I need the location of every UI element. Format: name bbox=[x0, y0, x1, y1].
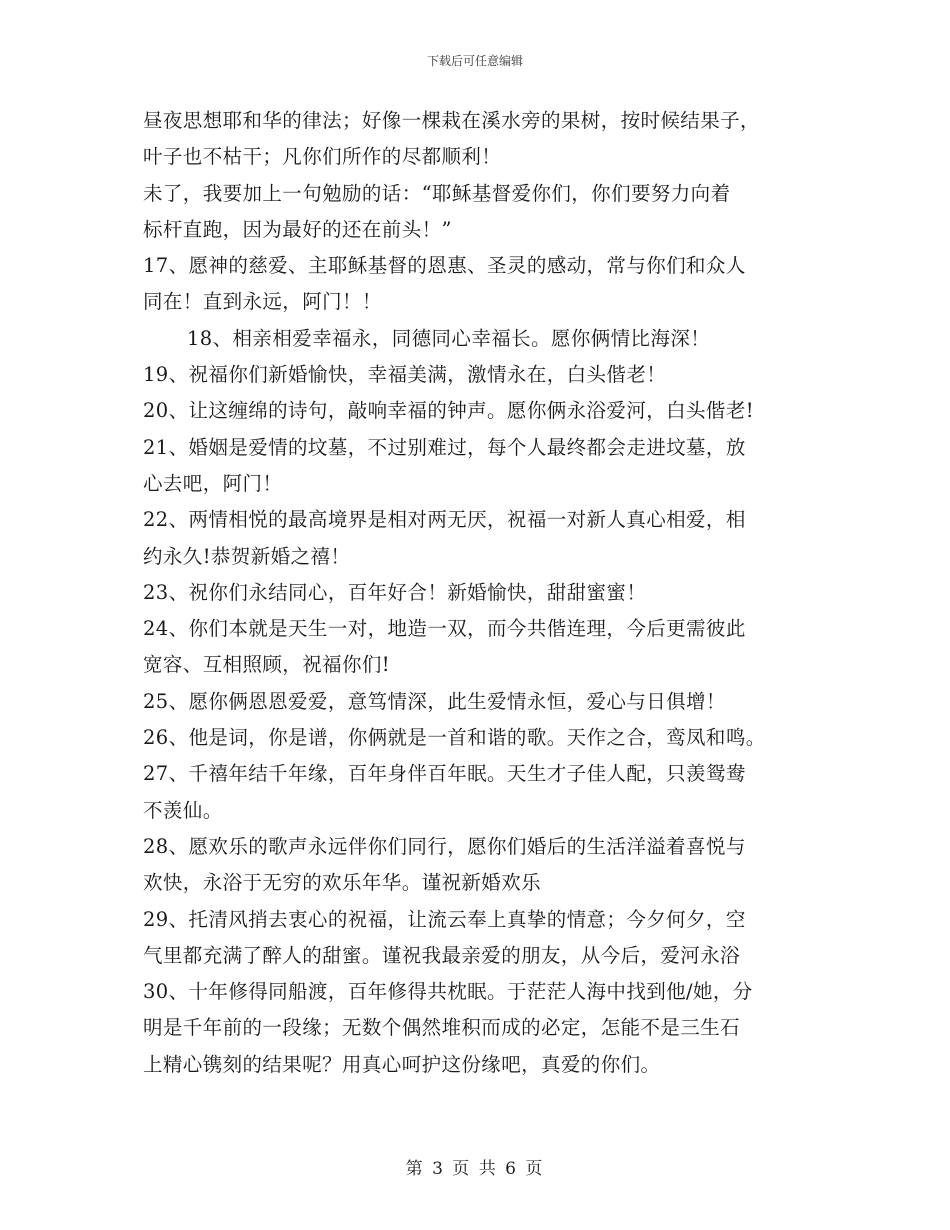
text-line: 26、他是词，你是谱，你俩就是一首和谐的歌。天作之合，鸾凤和鸣。 bbox=[143, 726, 766, 750]
text-line: 明是千年前的一段缘；无数个偶然堆积而成的必定，怎能不是三生石 bbox=[143, 1016, 741, 1040]
text-line: 心去吧，阿门！ bbox=[143, 471, 283, 495]
text-line: 气里都充满了醉人的甜蜜。谨祝我最亲爱的朋友，从今后，爱河永浴 bbox=[143, 943, 741, 967]
text-line: 17、愿神的慈爱、主耶稣基督的恩惠、圣灵的感动，常与你们和众人 bbox=[143, 254, 746, 278]
text-line: 20、让这缠绵的诗句，敲响幸福的钟声。愿你俩永浴爱河，白头偕老! bbox=[143, 399, 754, 423]
text-line: 昼夜思想耶和华的律法；好像一棵栽在溪水旁的果树，按时候结果子， bbox=[143, 109, 760, 132]
text-line: 27、千禧年结千年缘，百年身伴百年眠。天生才子佳人配，只羡鸳鸯 bbox=[143, 762, 746, 786]
text-line: 不羡仙。 bbox=[143, 798, 223, 822]
text-line: 22、两情相悦的最高境界是相对两无厌，祝福一对新人真心相爱，相 bbox=[143, 508, 746, 532]
text-line: 叶子也不枯干；凡你们所作的尽都顺利！ bbox=[143, 145, 502, 169]
text-line: 未了，我要加上一句勉励的话：“耶稣基督爱你们，你们要努力向着 bbox=[143, 181, 731, 205]
page-number-footer: 第 3 页 共 6 页 bbox=[405, 1159, 545, 1179]
text-line: 宽容、互相照顾，祝福你们! bbox=[143, 653, 391, 677]
text-line: 23、祝你们永结同心，百年好合！新婚愉快，甜甜蜜蜜！ bbox=[143, 580, 647, 604]
text-line: 同在！直到永远，阿门！！ bbox=[143, 290, 382, 314]
text-line: 25、愿你俩恩恩爱爱，意笃情深，此生爱情永恒，爱心与日俱增！ bbox=[143, 689, 726, 713]
text-line: 19、祝福你们新婚愉快，幸福美满，激情永在，白头偕老！ bbox=[143, 363, 667, 387]
text-line: 欢快，永浴于无穷的欢乐年华。谨祝新婚欢乐 bbox=[143, 871, 542, 895]
text-line: 24、你们本就是天生一对，地造一双，而今共偕连理，今后更需彼此 bbox=[143, 617, 746, 641]
document-body bbox=[143, 103, 813, 1083]
text-line: 21、婚姻是爱情的坟墓，不过别难过，每个人最终都会走进坟墓，放 bbox=[143, 435, 746, 459]
text-line: 标杆直跑，因为最好的还在前头！” bbox=[143, 217, 452, 241]
text-line: 29、托清风捎去衷心的祝福，让流云奉上真挚的情意；今夕何夕，空 bbox=[143, 907, 746, 931]
page-header: 下载后可任意编辑 bbox=[426, 54, 523, 68]
text-line: 30、十年修得同船渡，百年修得共枕眠。于茫茫人海中找到他/她，分 bbox=[143, 980, 753, 1004]
text-line: 上精心镌刻的结果呢？用真心呵护这份缘吧，真爱的你们。 bbox=[143, 1052, 661, 1076]
text-line: 18、相亲相爱幸福永，同德同心幸福长。愿你俩情比海深！ bbox=[187, 326, 711, 350]
text-line: 28、愿欢乐的歌声永远伴你们同行，愿你们婚后的生活洋溢着喜悦与 bbox=[143, 834, 746, 858]
text-line: 约永久!恭贺新婚之禧！ bbox=[143, 544, 351, 568]
